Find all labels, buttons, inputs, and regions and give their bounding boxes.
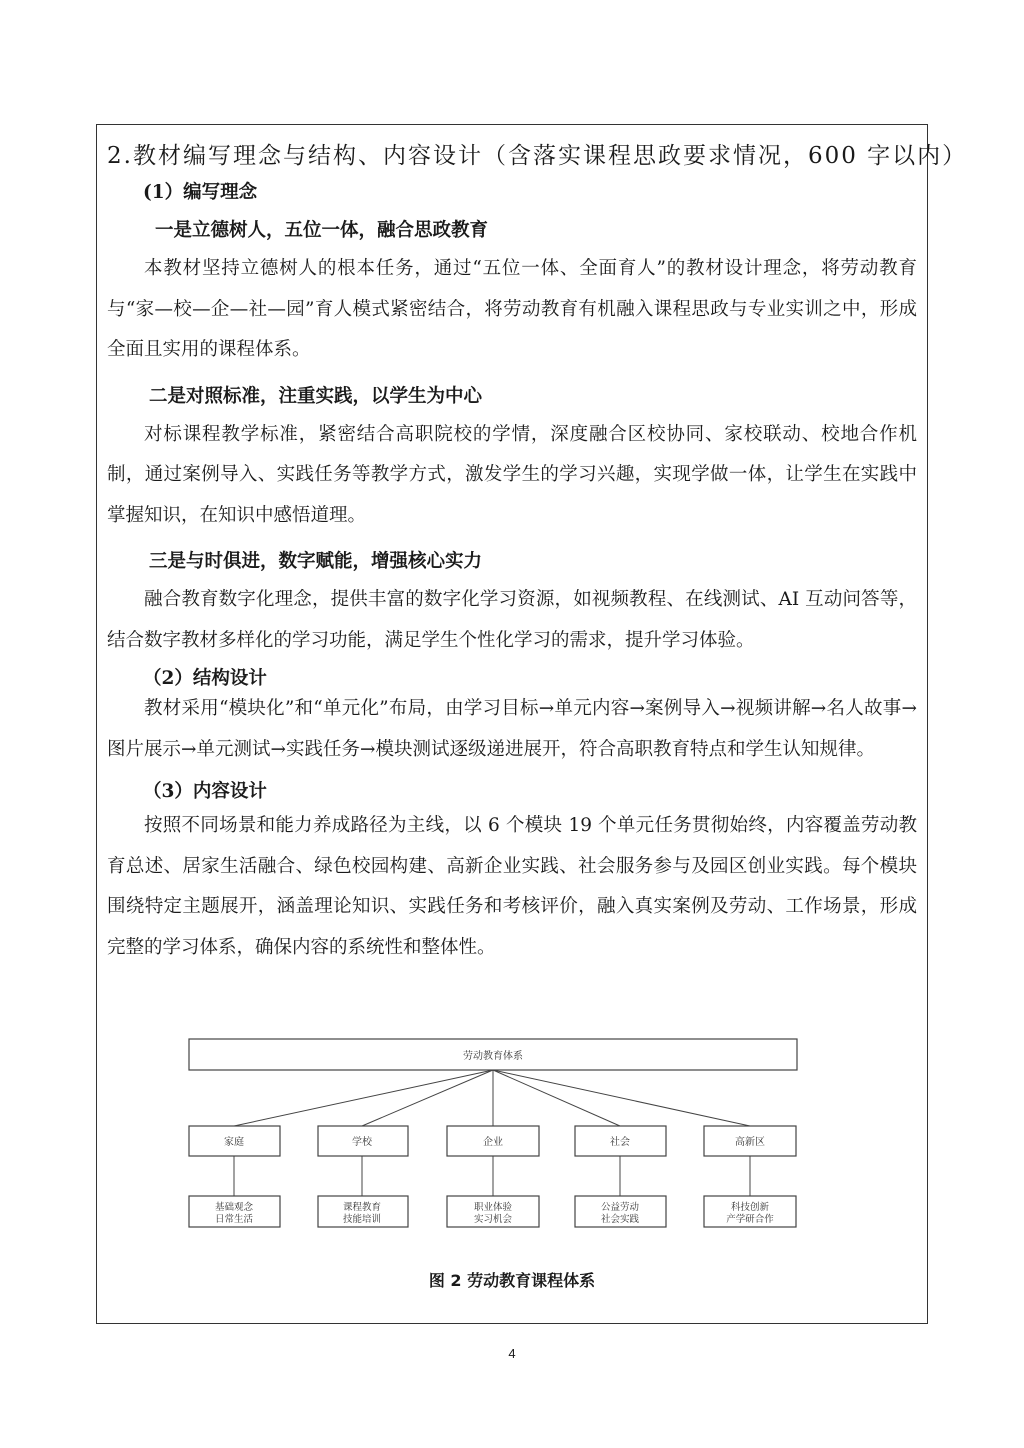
svg-text:实习机会: 实习机会 [473,1214,513,1225]
point2-text: 对标课程教学标准，紧密结合高职院校的学情，深度融合区校协同、家校联动、校地合作机制，通过案例导入、实践任务等教学方式，激发学生的学习兴趣，实现学做一体，让学生在实践中掌握知识，在知识中感悟道理。 [107,423,917,526]
point2-title: 二是对照标准，注重实践，以学生为中心 [149,385,483,407]
point3-title: 三是与时俱进，数字赋能，增强核心实力 [149,551,483,572]
svg-text:高新区: 高新区 [735,1137,765,1148]
svg-text:公益劳动: 公益劳动 [600,1202,640,1213]
svg-text:职业体验: 职业体验 [473,1202,513,1213]
svg-text:企业: 企业 [483,1137,503,1148]
page-number: 4 [508,1346,516,1361]
structure-text: 教材采用“模块化”和“单元化”布局，由学习目标→单元内容→案例导入→视频讲解→名人故事→图片展示→单元测试→实践任务→模块测试逐级递进展开，符合高职教育特点和学生认知规律。 [107,698,917,760]
svg-text:学校: 学校 [352,1137,372,1148]
figure-caption: 图 2 劳动教育课程体系 [428,1271,596,1290]
point3-text: 融合教育数字化理念，提供丰富的数字化学习资源，如视频教程、在线测试、AI 互动问答等，结合数字教材多样化的学习功能，满足学生个性化学习的需求，提升学习体验。 [107,589,917,651]
point1-text: 本教材坚持立德树人的根本任务，通过“五位一体、全面育人”的教材设计理念，将劳动教育与“家—校—企—社—园”育人模式紧密结合，将劳动教育有机融入课程思政与专业实训之中，形成全面且实用的课程体系。 [107,258,917,360]
svg-text:社会实践: 社会实践 [600,1214,640,1225]
svg-text:产学研合作: 产学研合作 [726,1214,774,1225]
text-content [107,137,968,968]
svg-text:社会: 社会 [610,1137,630,1148]
svg-text:家庭: 家庭 [224,1137,244,1148]
diagram-root-label: 劳动教育体系 [463,1051,523,1062]
content-heading: （3）内容设计 [143,781,267,802]
course-system-diagram [97,1025,929,1265]
philosophy-heading: (1）编写理念 [143,182,258,203]
svg-text:日常生活: 日常生活 [214,1214,254,1225]
section-title: 2.教材编写理念与结构、内容设计（含落实课程思政要求情况，600 字以内） [107,143,968,169]
structure-heading: （2）结构设计 [143,668,267,689]
svg-text:课程教育: 课程教育 [342,1202,382,1213]
diagram-branch-school [318,1126,408,1227]
point1-title: 一是立德树人，五位一体，融合思政教育 [155,220,489,241]
svg-text:基础观念: 基础观念 [214,1202,254,1213]
content-text: 按照不同场景和能力养成路径为主线，以 6 个模块 19 个单元任务贯彻始终，内容覆盖劳动教育总述、居家生活融合、绿色校园构建、高新企业实践、社会服务参与及园区创业实践。每个模块围绕特定主题展开，涵盖理论知识、实践任务和考核评价，融入真实案例及劳动、工作场景，形成完整的学习体系，确保内容的系统性和整体性。 [107,815,917,958]
svg-text:科技创新: 科技创新 [730,1202,770,1213]
content-frame [96,124,968,1324]
svg-text:技能培训: 技能培训 [342,1214,382,1225]
